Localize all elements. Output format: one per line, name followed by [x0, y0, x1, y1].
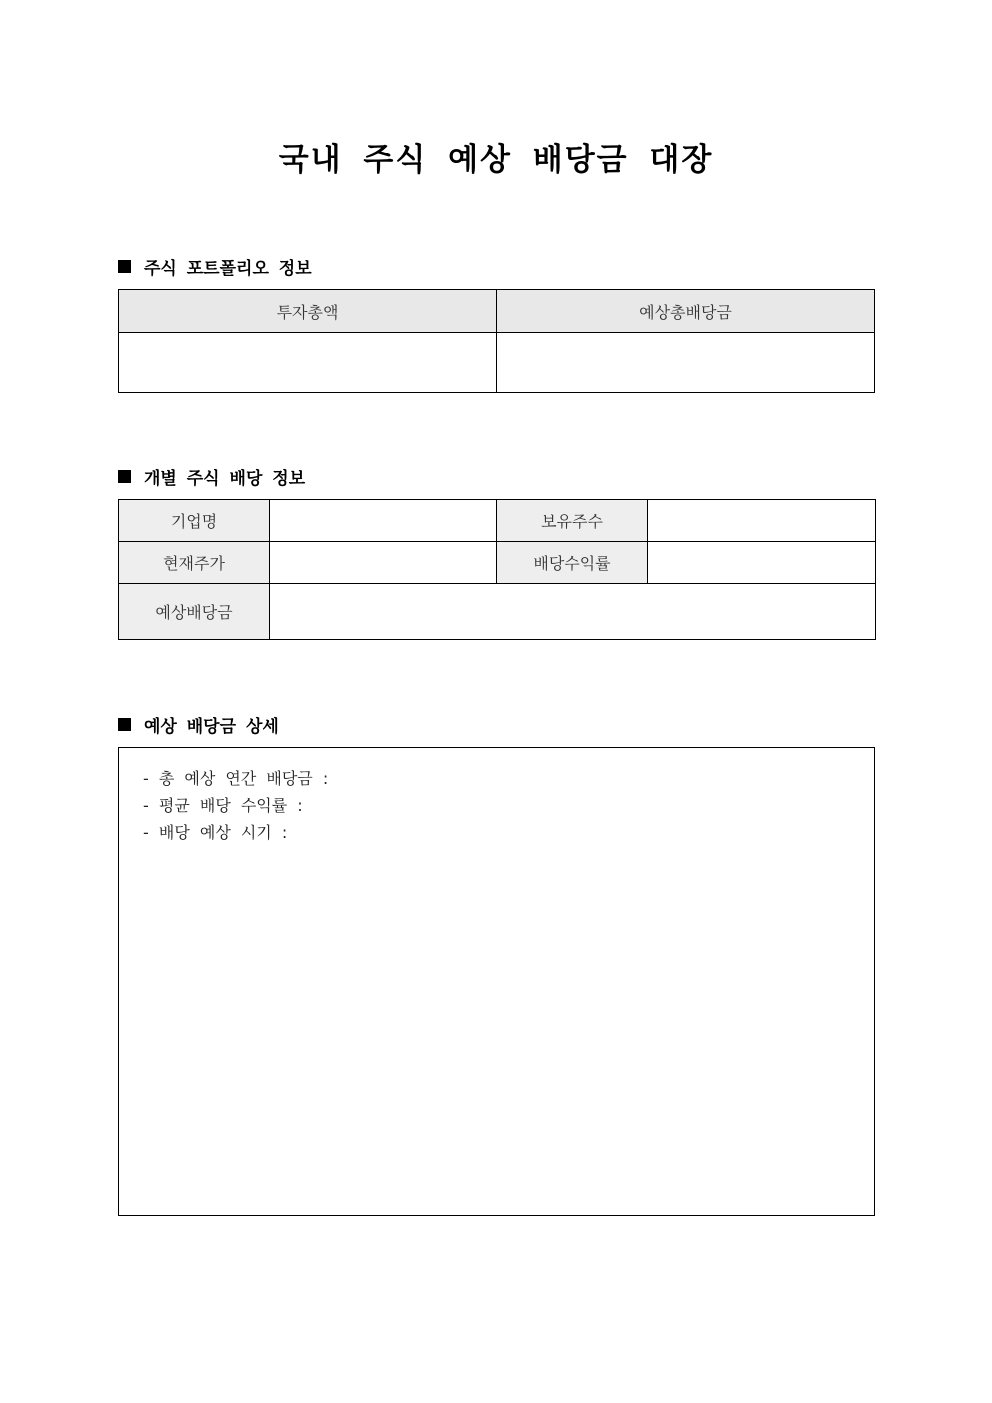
current-price-label: 현재주가 [119, 542, 270, 584]
section-heading-portfolio-text: 주식 포트폴리오 정보 [144, 259, 312, 279]
expected-total-dividend-cell[interactable] [497, 333, 875, 393]
dividend-details-box[interactable] [118, 747, 875, 1216]
table-row [119, 584, 876, 640]
table-row [119, 542, 876, 584]
section-heading-individual-text: 개별 주식 배당 정보 [144, 469, 306, 489]
current-price-value[interactable] [270, 542, 497, 584]
column-header-expected-total-dividend: 예상총배당금 [497, 290, 875, 333]
dividend-details-list [143, 768, 328, 849]
individual-stock-table [118, 499, 876, 640]
column-header-total-investment: 투자총액 [119, 290, 497, 333]
document-title: 국내 주식 예상 배당금 대장 [278, 142, 714, 178]
section-heading-portfolio [118, 254, 312, 279]
portfolio-header-row [119, 290, 875, 333]
portfolio-table [118, 289, 875, 393]
section-heading-individual [118, 464, 305, 489]
square-bullet-icon [118, 260, 131, 273]
detail-item-average-yield: - 평균 배당 수익률 : [143, 796, 303, 815]
section-heading-details-text: 예상 배당금 상세 [144, 717, 279, 737]
square-bullet-icon [118, 718, 131, 731]
expected-dividend-label: 예상배당금 [119, 584, 270, 640]
total-investment-cell[interactable] [119, 333, 497, 393]
expected-dividend-value[interactable] [270, 584, 876, 640]
table-row [119, 500, 876, 542]
company-name-value[interactable] [270, 500, 497, 542]
detail-item-payment-timing: - 배당 예상 시기 : [143, 823, 288, 842]
square-bullet-icon [118, 470, 131, 483]
shares-held-label: 보유주수 [497, 500, 648, 542]
dividend-yield-value[interactable] [648, 542, 876, 584]
company-name-label: 기업명 [119, 500, 270, 542]
section-heading-details [118, 712, 279, 737]
shares-held-value[interactable] [648, 500, 876, 542]
dividend-yield-label: 배당수익률 [497, 542, 648, 584]
detail-item-annual-dividend: - 총 예상 연간 배당금 : [143, 769, 329, 788]
portfolio-value-row [119, 333, 875, 393]
